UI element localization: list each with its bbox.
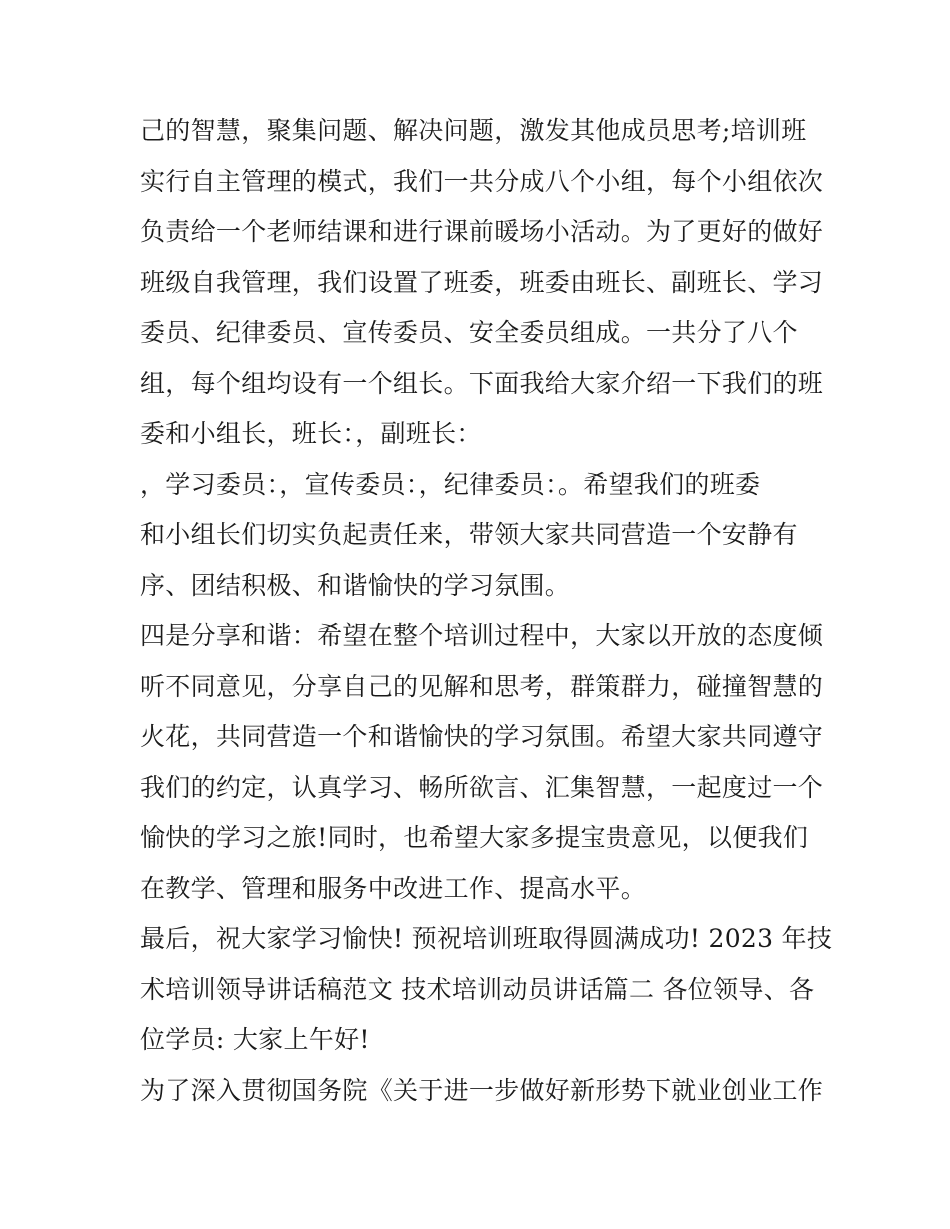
text-line: 愉快的学习之旅!同时，也希望大家多提宝贵意见，以便我们: [140, 823, 809, 852]
text-line: 实行自主管理的模式，我们一共分成八个小组，每个小组依次: [140, 166, 824, 196]
text-line: 我们的约定，认真学习、畅所欲言、汇集智慧，一起度过一个: [140, 772, 824, 802]
document-body: [140, 106, 833, 1116]
text-line: 位学员: 大家上午好!: [140, 1025, 370, 1054]
text-line: 负责给一个老师结课和进行课前暖场小活动。为了更好的做好: [140, 217, 824, 246]
text-line: ，学习委员：，宣传委员：，纪律委员：。希望我们的班委: [140, 469, 761, 499]
text-line: 委员、纪律委员、宣传委员、安全委员组成。一共分了八个: [140, 318, 798, 347]
text-line: 火花，共同营造一个和谐愉快的学习氛围。希望大家共同遵守: [140, 722, 824, 751]
text-line: 序、团结积极、和谐愉快的学习氛围。: [140, 570, 571, 600]
text-line: 为了深入贯彻国务院《关于进一步做好新形势下就业创业工作: [140, 1075, 824, 1105]
text-line: 听不同意见，分享自己的见解和思考，群策群力，碰撞智慧的: [140, 671, 824, 701]
text-line: 术培训领导讲话稿范文 技术培训动员讲话篇二 各位领导、各: [140, 974, 815, 1004]
text-line: 四是分享和谐：希望在整个培训过程中，大家以开放的态度倾: [140, 621, 824, 650]
text-line: 最后，祝大家学习愉快! 预祝培训班取得圆满成功! 2023 年技: [140, 924, 833, 953]
text-line: 班级自我管理，我们设置了班委，班委由班长、副班长、学习: [140, 267, 824, 297]
text-line: 和小组长们切实负起责任来，带领大家共同营造一个安静有: [140, 520, 798, 549]
text-line: 组，每个组均设有一个组长。下面我给大家介绍一下我们的班: [140, 368, 824, 398]
text-line: 己的智慧，聚集问题、解决问题，激发其他成员思考;培训班: [140, 116, 807, 145]
text-line: 在教学、管理和服务中改进工作、提高水平。: [140, 873, 647, 903]
text-line: 委和小组长，班长：，副班长：: [140, 419, 482, 448]
